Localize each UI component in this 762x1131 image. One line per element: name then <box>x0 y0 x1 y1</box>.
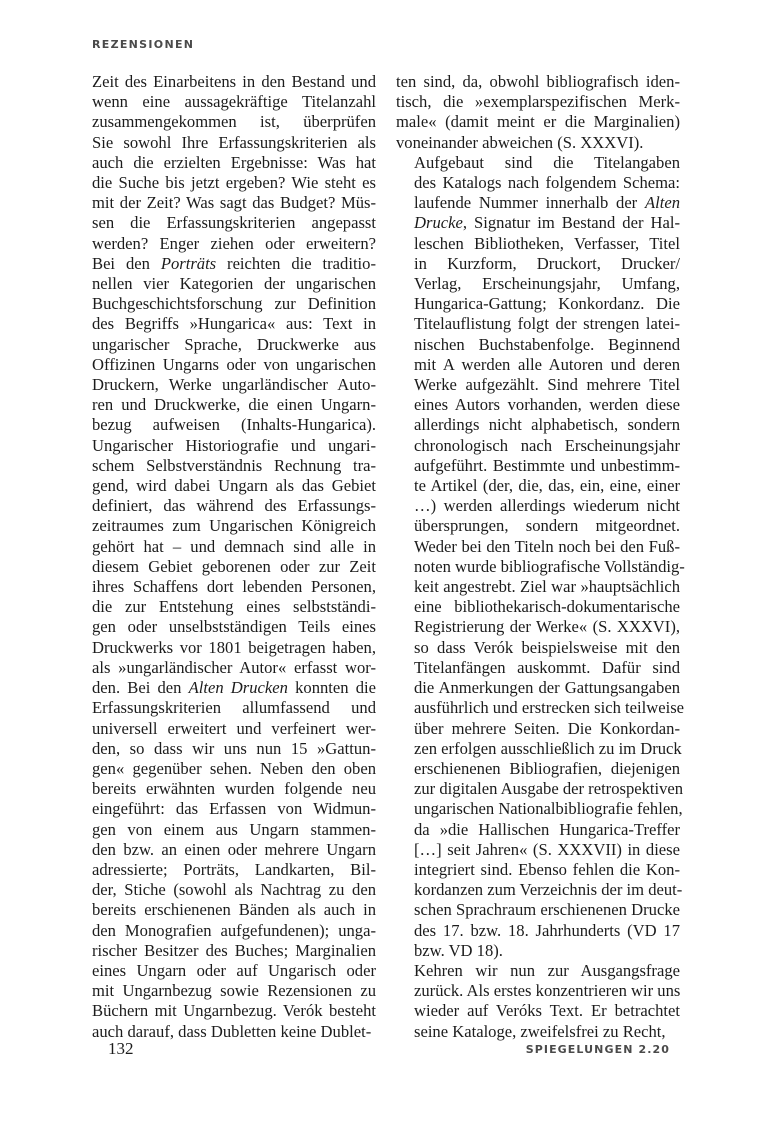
text-line: die zur Entstehung eines selbstständi- <box>92 597 376 617</box>
text-line: Büchern mit Ungarnbezug. Verók besteht <box>92 1001 376 1021</box>
text-line: bereits erschienenen Bänden als auch in <box>92 900 376 920</box>
text-line: in Kurzform, Druckort, Drucker/ <box>414 253 680 273</box>
text-line: seine Kataloge, zweifelsfrei zu Recht, <box>414 1021 666 1041</box>
text-line: Drucke, Signatur im Bestand der Hal- <box>414 213 680 233</box>
text-line: übersprungen, sondern mitgeordnet. <box>414 516 680 536</box>
text-line: Zeit des Einarbeitens in den Bestand und <box>92 72 376 91</box>
text-line: aufgeführt. Bestimmte und unbestimm- <box>414 455 680 475</box>
text-line: mit A werden alle Autoren und deren <box>414 354 680 374</box>
text-line: wieder auf Veróks Text. Er betrachtet <box>414 1001 680 1021</box>
text-line: die Anmerkungen der Gattungsangaben <box>414 678 680 698</box>
text-line: Offizinen Ungarns oder von ungarischen <box>92 354 376 374</box>
text-line: tisch, die »exemplarspezifischen Merk- <box>396 92 680 112</box>
emphasis: Porträts <box>160 253 217 273</box>
text-line: chronologisch nach Erscheinungsjahr <box>414 435 680 455</box>
text-line: als »ungarländischer Autor« erfasst wor- <box>92 657 376 677</box>
text-line: gen« gegenüber sehen. Neben den oben <box>92 758 376 778</box>
text-line: des Begriffs »Hungarica« aus: Text in <box>92 314 376 334</box>
emphasis: Alten <box>644 193 680 213</box>
text-line: rischer Besitzer des Buches; Marginalien <box>92 940 376 960</box>
right-paragraph-1 <box>396 72 680 153</box>
text-line: über mehrere Seiten. Die Konkordan- <box>414 718 680 738</box>
text-line: gen oder unselbstständigen Teils eines <box>92 617 376 637</box>
text-line: so dass Verók beispielsweise mit den <box>414 637 680 657</box>
text-line: laufende Nummer innerhalb der Alten <box>414 193 680 213</box>
text-line: […] seit Jahren« (S. XXXVII) in diese <box>414 839 680 859</box>
emphasis: Drucke <box>414 213 463 233</box>
text-line: eines Ungarn oder auf Ungarisch oder <box>92 960 376 980</box>
text-line: allerdings nicht alphabetisch, sondern <box>414 415 680 435</box>
text-line: des Katalogs nach folgendem Schema: <box>414 173 680 193</box>
text-line: auch die erzielten Ergebnisse: Was hat <box>92 152 376 172</box>
text-line: te Artikel (der, die, das, ein, eine, einer <box>414 476 680 496</box>
text-line: integriert sind. Ebenso fehlen die Kon- <box>414 859 680 879</box>
right-text-column <box>396 72 685 1042</box>
text-line: nellen vier Kategorien der ungarischen <box>92 274 376 294</box>
text-line: Werke aufgezählt. Sind mehrere Titel <box>414 375 680 395</box>
text-line: wenn eine aussagekräftige Titelanzahl <box>92 92 376 112</box>
text-line: Erfassungskriterien allumfassend und <box>92 698 376 718</box>
text-line: mit der Zeit? Was sagt das Budget? Müs- <box>92 193 376 213</box>
text-line: Registrierung der Werke« (S. XXXVI), <box>414 617 680 637</box>
text-line: zur digitalen Ausgabe der retrospektiven <box>414 779 684 799</box>
text-line: Ungarischer Historiografie und ungari- <box>92 435 376 455</box>
text-line: eine bibliothekarisch-dokumentarische <box>414 597 680 617</box>
text-line: bezug aufweisen (Inhalts-Hungarica). <box>92 415 376 435</box>
text-line: kordanzen zum Verzeichnis der im deut- <box>414 880 683 900</box>
text-line: ten sind, da, obwohl bibliografisch iden- <box>396 72 680 91</box>
text-line: da »die Hallischen Hungarica-Treffer <box>414 819 680 839</box>
text-line: gehört hat – und demnach sind alle in <box>92 536 376 556</box>
text-line: male« (damit meint er die Marginalien) <box>396 112 680 132</box>
text-line: diesem Gebiet geborenen oder zur Zeit <box>92 556 376 576</box>
text-line: zusammengekommen ist, überprüfen <box>92 112 376 132</box>
text-line: eingeführt: das Erfassen von Widmun- <box>92 799 376 819</box>
emphasis: Alten Drucken <box>188 678 288 698</box>
text-line: noten wurde bibliografische Vollständig- <box>414 556 685 576</box>
text-line: Titelauflistung folgt der strengen latei- <box>414 314 680 334</box>
text-line: zurück. Als erstes konzentrieren wir uns <box>414 981 681 1001</box>
right-paragraph-2 <box>396 152 685 961</box>
text-line: Weder bei den Titeln noch bei den Fuß- <box>414 536 680 556</box>
text-line: Hungarica-Gattung; Konkordanz. Die <box>414 294 680 314</box>
text-line: eines Autors vorhanden, werden diese <box>414 395 680 415</box>
text-line: der, Stiche (sowohl als Nachtrag zu den <box>92 880 376 900</box>
text-line: Sie sowohl Ihre Erfassungskriterien als <box>92 132 376 152</box>
text-line: gend, wird dabei Ungarn als das Gebiet <box>92 476 376 496</box>
text-line: den Monografien aufgefundenen); unga- <box>92 920 376 940</box>
text-line: den. Bei den Alten Drucken konnten die <box>92 678 376 698</box>
text-line: keit angestrebt. Ziel war »hauptsächlich <box>414 577 680 597</box>
text-line: Buchgeschichtsforschung zur Definition <box>92 294 376 314</box>
text-line: ren und Druckwerke, die einen Ungarn- <box>92 395 376 415</box>
text-line: Aufgebaut sind die Titelangaben <box>414 152 680 172</box>
text-line: bereits erwähnten wurden folgende neu <box>92 779 376 799</box>
text-line: den, so dass wir uns nun 15 »Gattun- <box>92 738 376 758</box>
text-line: schem Selbstverständnis Rechnung tra- <box>92 455 376 475</box>
text-line: zeitraumes zum Ungarischen Königreich <box>92 516 376 536</box>
text-line: Verlag, Erscheinungsjahr, Umfang, <box>414 274 680 294</box>
text-line: Kehren wir nun zur Ausgangsfrage <box>414 960 680 980</box>
text-line: definiert, das während des Erfassungs- <box>92 496 376 516</box>
text-line: den bzw. an einen oder mehrere Ungarn <box>92 839 376 859</box>
text-line: erschienenen Bibliografien, diejenigen <box>414 758 680 778</box>
text-line: leschen Bibliotheken, Verfasser, Titel <box>414 233 680 253</box>
text-line: gen von einem aus Ungarn stammen- <box>92 819 376 839</box>
text-line: Druckwerks vor 1801 beigetragen haben, <box>92 637 376 657</box>
text-line: ungarischen Nationalbibliografie fehlen, <box>414 799 683 819</box>
text-line: ungarischer Sprache, Druckwerke aus <box>92 334 376 354</box>
text-line: ausführlich und erstrecken sich teilweise <box>414 698 685 718</box>
text-line: auch darauf, dass Dubletten keine Dublet- <box>92 1021 372 1041</box>
text-line: des 17. bzw. 18. Jahrhunderts (VD 17 <box>414 920 680 940</box>
text-line: Bei den Porträts reichten die traditio- <box>92 253 376 273</box>
section-heading: REZENSIONEN <box>92 38 195 51</box>
text-line: zen erfolgen ausschließlich zu im Druck <box>414 738 682 758</box>
text-line: sen die Erfassungskriterien angepasst <box>92 213 376 233</box>
text-line: universell erweitert und verfeinert wer- <box>92 718 376 738</box>
text-line: Druckern, Werke ungarländischer Auto- <box>92 375 376 395</box>
left-paragraph <box>92 72 376 1042</box>
text-line: die Suche bis jetzt ergeben? Wie steht es <box>92 173 376 193</box>
text-line: mit Ungarnbezug sowie Rezensionen zu <box>92 981 376 1001</box>
text-line: voneinander abweichen (S. XXXVI). <box>396 132 644 152</box>
text-line: bzw. VD 18). <box>414 940 503 960</box>
text-line: adressierte; Porträts, Landkarten, Bil- <box>92 859 376 879</box>
right-paragraph-3 <box>396 961 680 1042</box>
page-number: 132 <box>108 1039 134 1058</box>
text-line: …) werden allerdings wiederum nicht <box>414 496 680 516</box>
text-line: schen Sprachraum erschienenen Drucke <box>414 900 680 920</box>
journal-footer: SPIEGELUNGEN 2.20 <box>525 1043 670 1056</box>
text-line: nischen Buchstabenfolge. Beginnend <box>414 334 680 354</box>
text-line: werden? Enger ziehen oder erweitern? <box>92 233 376 253</box>
left-text-column <box>92 72 376 1042</box>
text-line: ihres Schaffens dort lebenden Personen, <box>92 577 376 597</box>
text-line: Titelanfängen auskommt. Dafür sind <box>414 657 680 677</box>
